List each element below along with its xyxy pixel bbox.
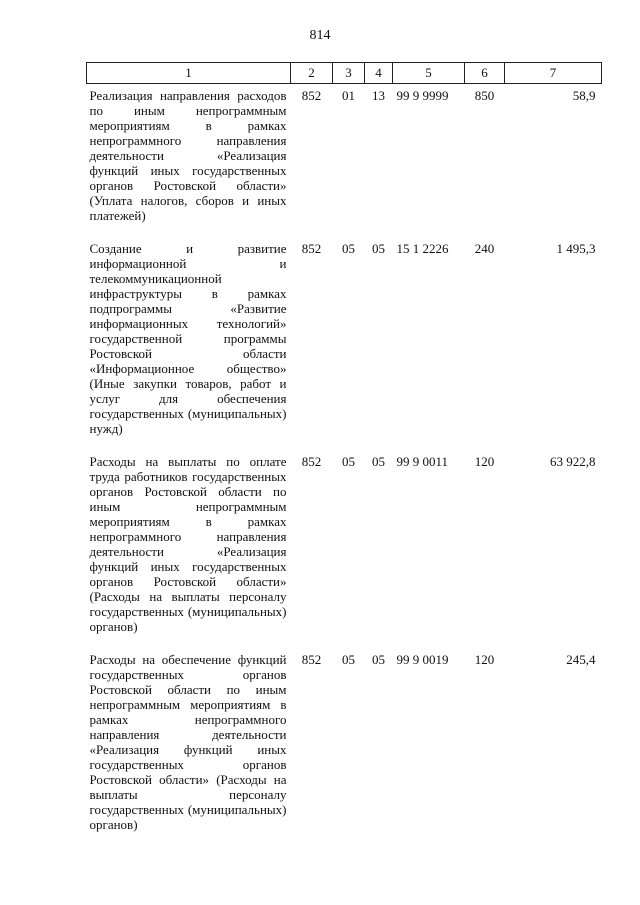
budget-table bbox=[86, 62, 602, 844]
row-amount: 245,4 bbox=[566, 652, 596, 667]
table-row bbox=[87, 448, 602, 646]
row-target-article: 15 1 2226 bbox=[396, 241, 449, 256]
row-amount: 1 495,3 bbox=[556, 241, 596, 256]
header-col-7: 7 bbox=[505, 63, 602, 84]
row-section-code: 01 bbox=[342, 88, 355, 103]
row-subsection-code: 05 bbox=[372, 241, 385, 256]
row-ministry-code: 852 bbox=[301, 241, 322, 256]
page-number: 814 bbox=[309, 28, 331, 43]
row-expense-type: 850 bbox=[474, 88, 495, 103]
header-col-3: 3 bbox=[333, 63, 365, 84]
table-body bbox=[87, 84, 602, 845]
header-col-2: 2 bbox=[291, 63, 333, 84]
row-amount: 58,9 bbox=[572, 88, 596, 103]
table-row bbox=[87, 235, 602, 448]
row-ministry-code: 852 bbox=[301, 88, 322, 103]
row-expense-type: 120 bbox=[474, 652, 495, 667]
row-description: Реализация направления расходов по иным непрограммным мероприятиям в рамках непрограммного направления деятельности «Реализация функций иных государственных органов Ростовской области» (Уплата налогов, сборов и иных платежей) bbox=[89, 88, 287, 223]
row-target-article: 99 9 9999 bbox=[396, 88, 449, 103]
row-section-code: 05 bbox=[342, 241, 355, 256]
row-target-article: 99 9 0019 bbox=[396, 652, 449, 667]
row-section-code: 05 bbox=[342, 454, 355, 469]
row-ministry-code: 852 bbox=[301, 652, 322, 667]
row-subsection-code: 05 bbox=[372, 454, 385, 469]
row-description: Создание и развитие информационной и телекоммуникационной инфраструктуры в рамках подпрограммы «Развитие информационных технологий» государственной программы Ростовской области «Информационное общество» (Иные закупки товаров, работ и услуг для обеспечения государственных (муниципальных) нужд) bbox=[89, 241, 287, 436]
header-row bbox=[87, 63, 602, 84]
header-col-6: 6 bbox=[465, 63, 505, 84]
row-section-code: 05 bbox=[342, 652, 355, 667]
row-target-article: 99 9 0011 bbox=[396, 454, 449, 469]
row-description: Расходы на обеспечение функций государственных органов Ростовской области по иным непрограммным мероприятиям в рамках непрограммного направления деятельности «Реализация функций иных государственных органов Ростовской области» (Расходы на выплаты персоналу государственных (муниципальных) органов) bbox=[89, 652, 287, 832]
header-col-5: 5 bbox=[393, 63, 465, 84]
table-header bbox=[87, 63, 602, 84]
header-col-4: 4 bbox=[365, 63, 393, 84]
table-row bbox=[87, 646, 602, 844]
row-description: Расходы на выплаты по оплате труда работников государственных органов Ростовской области по иным непрограммным мероприятиям в рамках непрограммного направления деятельности «Реализация функций иных государственных органов Ростовской области» (Расходы на выплаты персоналу государственных (муниципальных) органов) bbox=[89, 454, 287, 634]
row-amount: 63 922,8 bbox=[550, 454, 596, 469]
table-row bbox=[87, 84, 602, 236]
row-ministry-code: 852 bbox=[301, 454, 322, 469]
row-subsection-code: 13 bbox=[372, 88, 385, 103]
row-expense-type: 240 bbox=[474, 241, 495, 256]
header-col-1: 1 bbox=[87, 63, 291, 84]
row-subsection-code: 05 bbox=[372, 652, 385, 667]
row-expense-type: 120 bbox=[474, 454, 495, 469]
